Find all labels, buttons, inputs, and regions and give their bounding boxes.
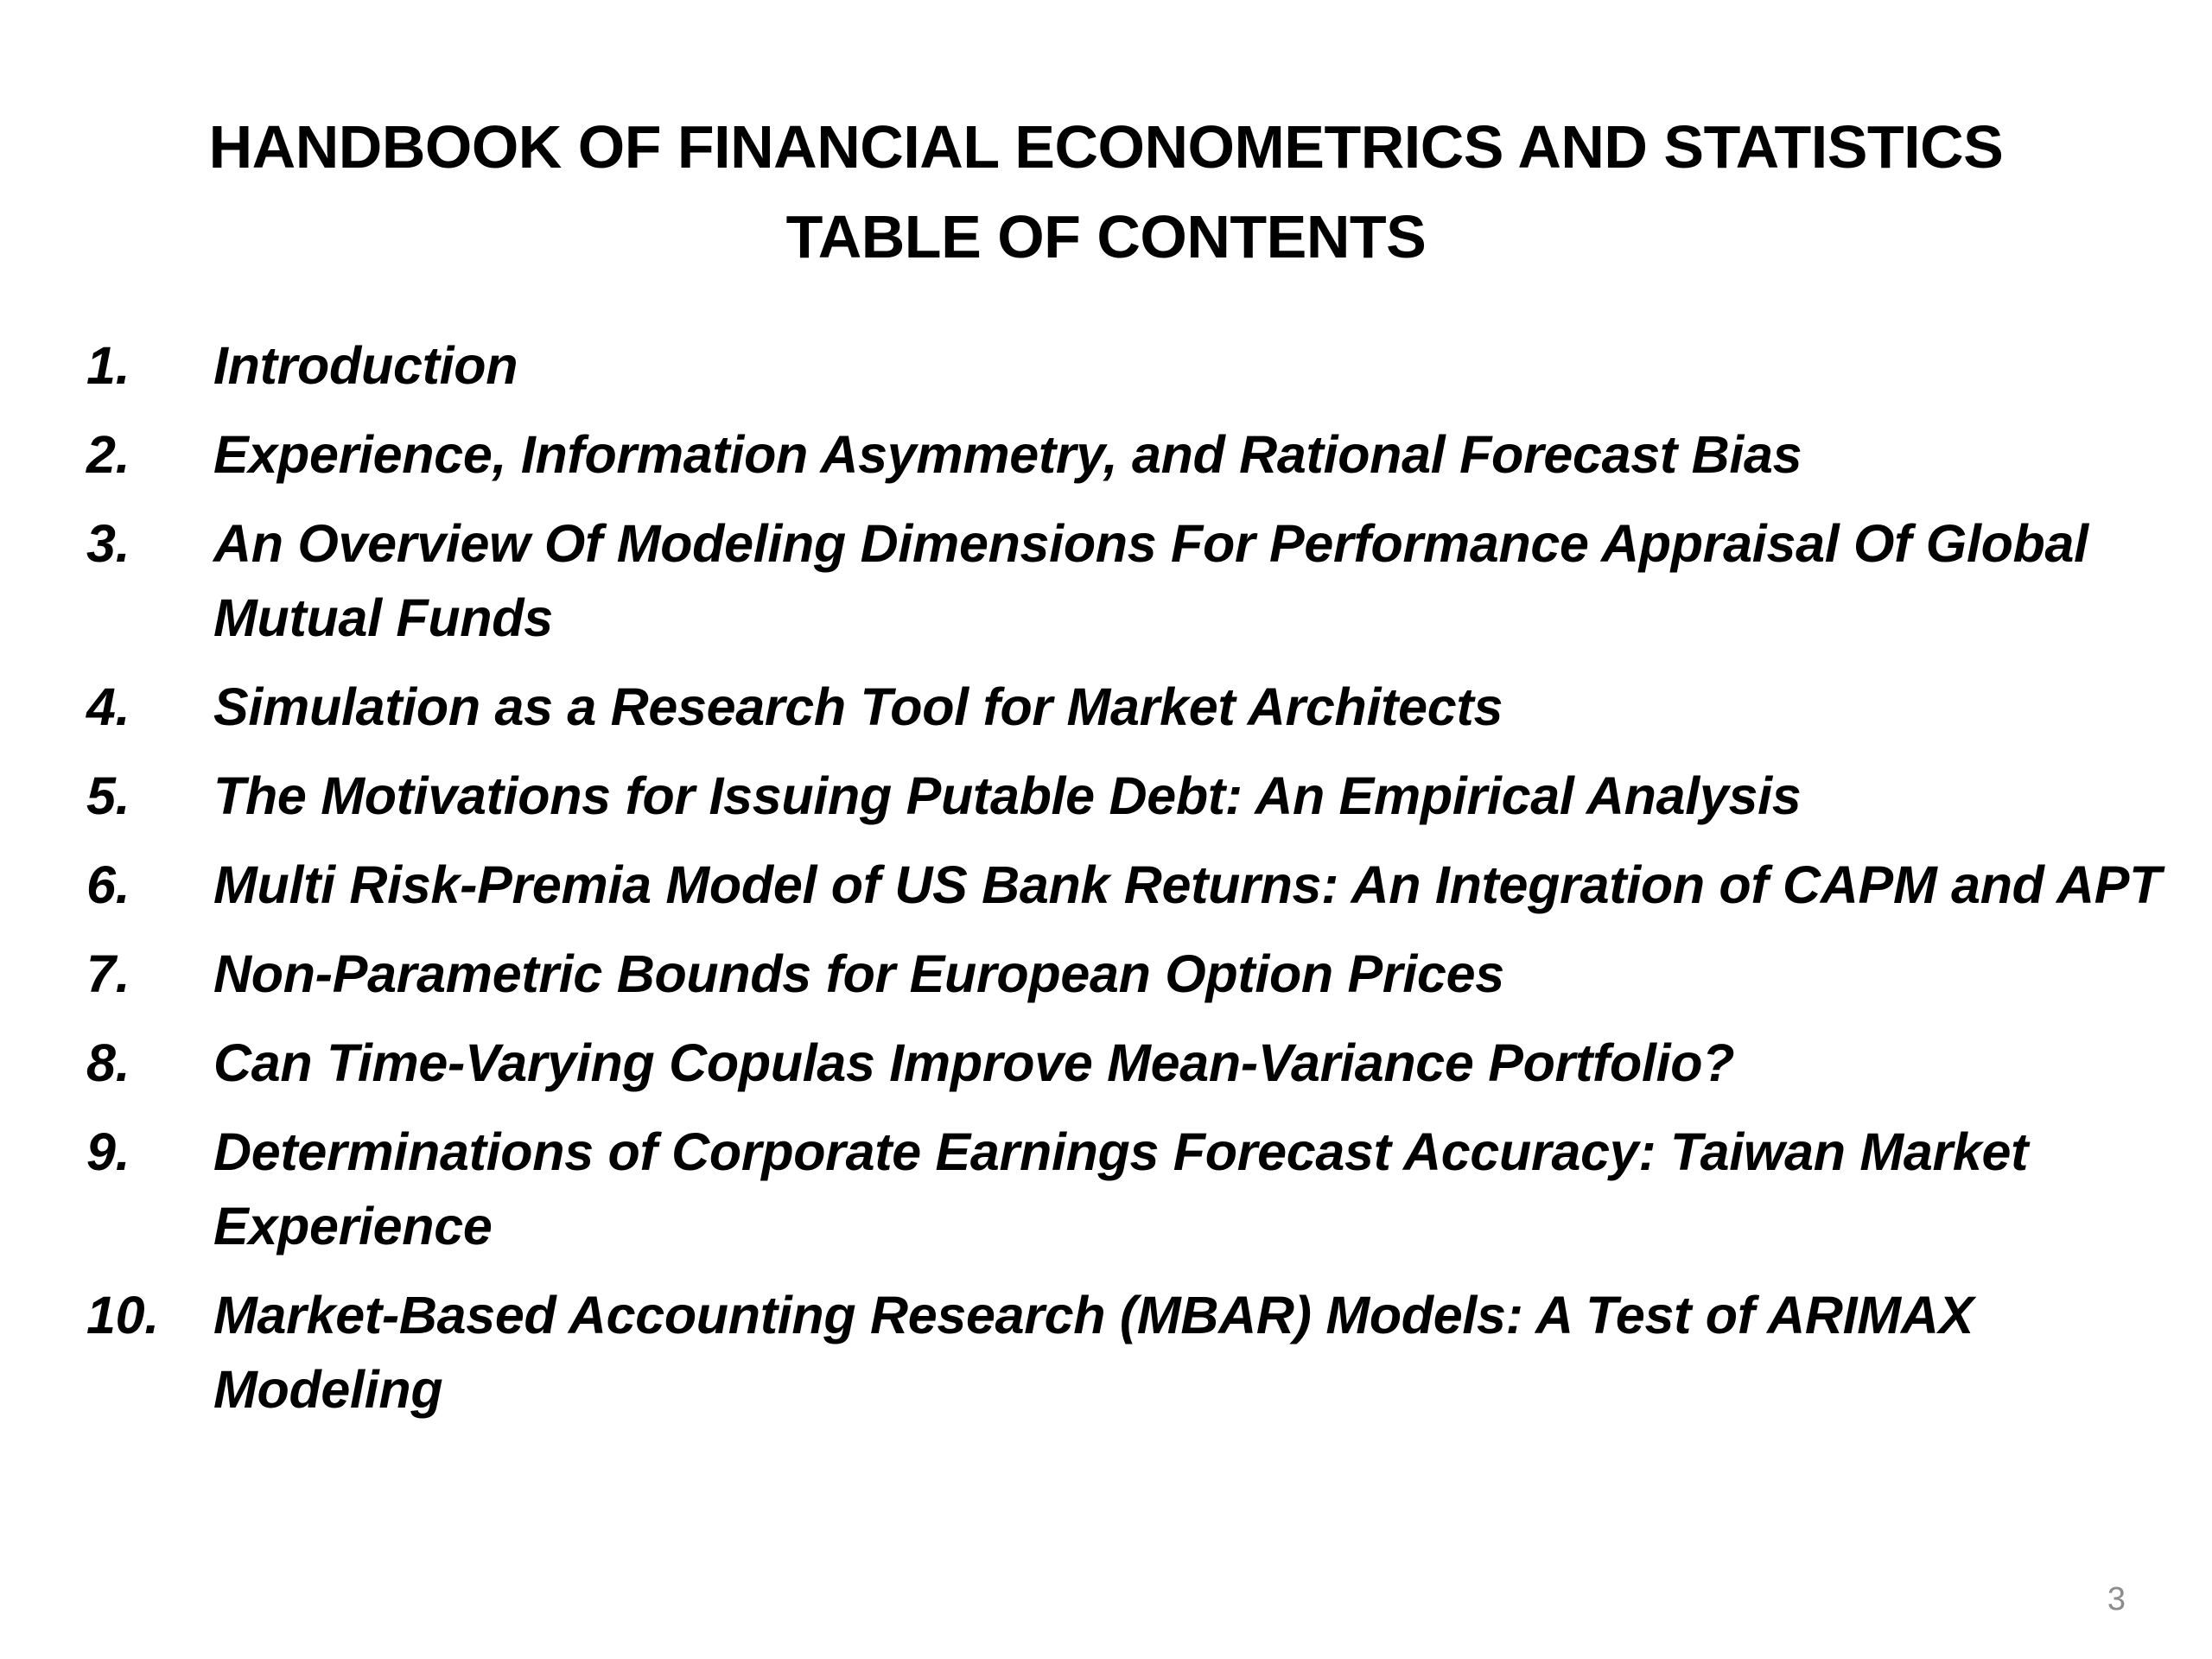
toc-item [86,1026,2177,1100]
page-number: 3 [2107,1581,2126,1618]
toc-item [86,670,2177,744]
toc-item-number: 5. [86,766,130,825]
toc-item-title: Experience, Information Asymmetry, and Rational Forecast Bias [213,425,1802,484]
toc-item-number: 8. [86,1033,130,1092]
title-line-2: TABLE OF CONTENTS [785,203,1427,270]
toc-item-number: 7. [86,944,130,1003]
toc-item-number: 3. [86,514,130,573]
title-line-1: HANDBOOK OF FINANCIAL ECONOMETRICS AND STATISTICS [208,113,2004,181]
toc-item [86,506,2177,655]
toc-item-number: 1. [86,336,130,395]
toc-item-number: 9. [86,1122,130,1181]
page-title [0,102,2212,282]
toc-item-title: Simulation as a Research Tool for Market Architects [213,677,1503,736]
toc-item-title: Introduction [213,336,518,395]
toc-item-number: 10. [86,1286,159,1344]
toc-item [86,328,2177,403]
toc-item [86,1115,2177,1263]
toc-item-title: Determinations of Corporate Earnings Forecast Accuracy: Taiwan Market Experience [213,1122,2029,1255]
toc-item-number: 6. [86,855,130,914]
toc-item-title: Can Time-Varying Copulas Improve Mean-Variance Portfolio? [213,1033,1735,1092]
toc-item-title: Multi Risk-Premia Model of US Bank Returns: An Integration of CAPM and APT [213,855,2162,914]
toc-item [86,759,2177,833]
toc-item [86,937,2177,1011]
toc-item-title: An Overview Of Modeling Dimensions For Performance Appraisal Of Global Mutual Funds [213,514,2088,647]
toc-item-title: Market-Based Accounting Research (MBAR) Models: A Test of ARIMAX Modeling [213,1286,1974,1419]
toc-item-number: 2. [86,425,130,484]
toc-item-title: Non-Parametric Bounds for European Option Prices [213,944,1504,1003]
toc-item [86,417,2177,492]
toc-item-number: 4. [86,677,130,736]
toc-item-title: The Motivations for Issuing Putable Debt: An Empirical Analysis [213,766,1802,825]
toc-item [86,1278,2177,1427]
toc-item [86,848,2177,922]
table-of-contents [86,328,2177,1441]
